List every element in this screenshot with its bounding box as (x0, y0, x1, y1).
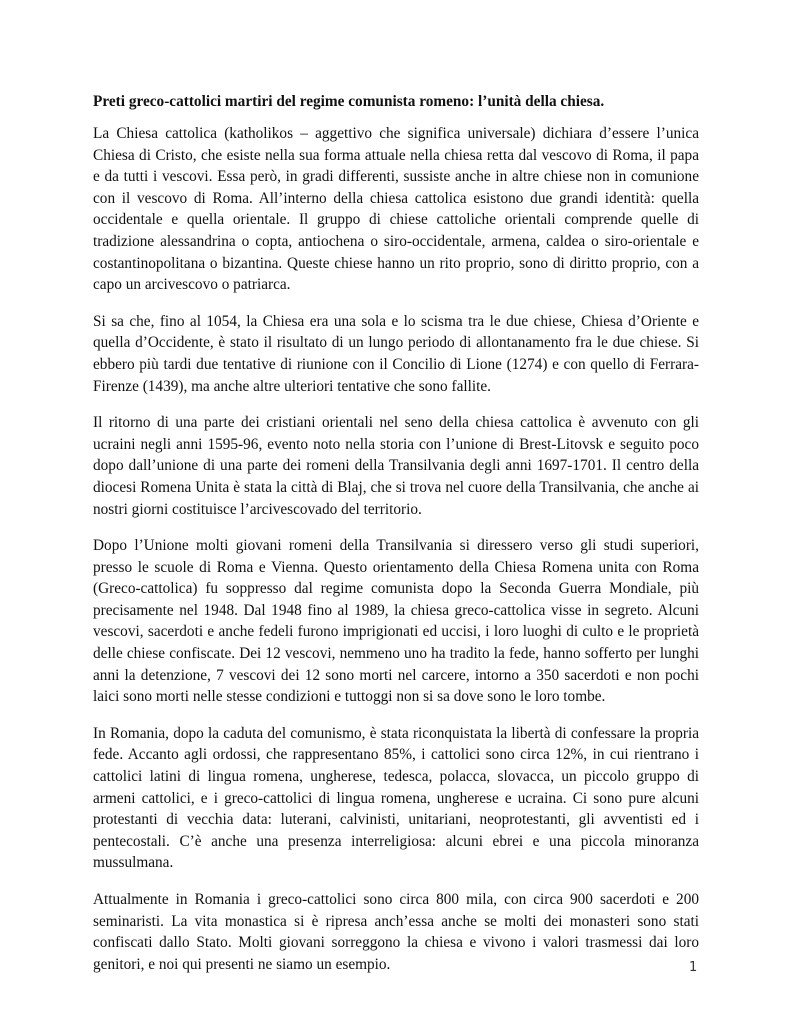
paragraph-5: In Romania, dopo la caduta del comunismo, è stata riconquistata la libertà di confessare la propria fede. Accanto agli ordossi, che rappresentano 85%, i cattolici sono circa 12%, in cui rientrano i cattolici latini di lingua romena, ungherese, tedesca, polacca, slovacca, un piccolo gruppo di armeni cattolici, e i greco-cattolici di lingua romena, ungherese e ucraina. Ci sono pure alcuni protestanti di vecchia data: luterani, calvinisti, unitariani, neoprotestanti, gli avventisti ed i pentecostali. C’è anche una presenza interreligiosa: alcuni ebrei e una piccola minoranza mussulmana. (93, 724, 699, 872)
page-number: 1 (689, 960, 698, 975)
paragraph-6: Attualmente in Romania i greco-cattolici sono circa 800 mila, con circa 900 sacerdoti e 200 seminaristi. La vita monastica si è ripresa anch’essa anche se molti dei monasteri sono stati confiscati dallo Stato. Molti giovani sorreggono la chiesa e vivono i valori trasmessi dai loro genitori, e noi qui presenti ne siamo un esempio. (93, 891, 699, 973)
document-page (93, 91, 699, 990)
document-title: Preti greco-cattolici martiri del regime comunista romeno: l’unità della chiesa. (93, 93, 605, 110)
paragraph-2: Si sa che, fino al 1054, la Chiesa era una sola e lo scisma tra le due chiese, Chiesa d’Oriente e quella d’Occidente, è stato il risultato di un lungo periodo di allontanamento fra le due chiese. Si ebbero più tardi due tentative di riunione con il Concilio di Lione (1274) e con quello di Ferrara-Firenze (1439), ma anche altre ulteriori tentative che sono fallite. (93, 312, 699, 395)
paragraph-3: Il ritorno di una parte dei cristiani orientali nel seno della chiesa cattolica è avvenuto con gli ucraini negli anni 1595-96, evento noto nella storia con l’unione di Brest-Litovsk e seguito poco dopo dall’unione di una parte dei romeni della Transilvania degli anni 1697-1701. Il centro della diocesi Romena Unita è stata la città di Blaj, che si trova nel cuore della Transilvania, che anche ai nostri giorni costituisce l’arcivescovado del territorio. (93, 414, 699, 518)
paragraph-4: Dopo l’Unione molti giovani romeni della Transilvania si diressero verso gli studi superiori, presso le scuole di Roma e Vienna. Questo orientamento della Chiesa Romena unita con Roma (Greco-cattolica) fu soppresso dal regime comunista dopo la Seconda Guerra Mondiale, più precisamente nel 1948. Dal 1948 fino al 1989, la chiesa greco-cattolica visse in segreto. Alcuni vescovi, sacerdoti e anche fedeli furono imprigionati ed uccisi, i loro luoghi di culto e le proprietà delle chiese confiscate. Dei 12 vescovi, nemmeno uno ha tradito la fede, hanno sofferto per lunghi anni la detenzione, 7 vescovi dei 12 sono morti nel carcere, intorno a 350 sacerdoti e non pochi laici sono morti nelle stesse condizioni e tuttoggi non si sa dove sono le loro tombe. (93, 537, 699, 706)
paragraph-1: La Chiesa cattolica (katholikos – aggettivo che significa universale) dichiara d’essere l’unica Chiesa di Cristo, che esiste nella sua forma attuale nella chiesa retta dal vescovo di Roma, il papa e da tutti i vescovi. Essa però, in gradi differenti, sussiste anche in altre chiese non in comunione con il vescovo di Roma. All’interno della chiesa cattolica esistono due grandi identità: quella occidentale e quella orientale. Il gruppo di chiese cattoliche orientali comprende quelle di tradizione alessandrina o copta, antiochena o siro-occidentale, armena, caldea o siro-orientale e costantinopolitana o bizantina. Queste chiese hanno un rito proprio, sono di diritto proprio, con a capo un arcivescovo o patriarca. (93, 125, 699, 294)
